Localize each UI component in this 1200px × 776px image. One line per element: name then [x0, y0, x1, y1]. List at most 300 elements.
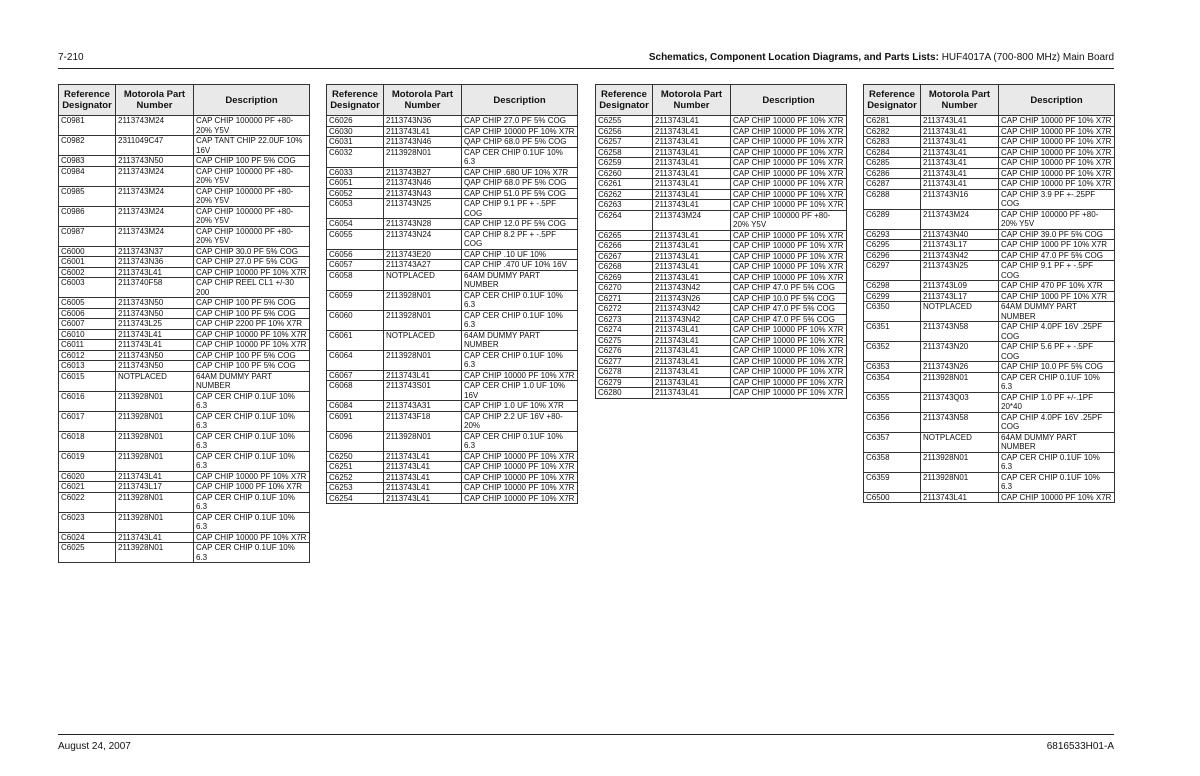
table-row [59, 329, 310, 340]
description-cell: CAP CHIP 470 PF 10% X7R [999, 281, 1115, 292]
table-row [327, 270, 578, 290]
reference-designator-cell: C6025 [59, 543, 116, 563]
table-row [596, 335, 847, 346]
footer-date: August 24, 2007 [58, 741, 131, 752]
part-number-cell: NOTPLACED [921, 432, 999, 452]
reference-designator-cell: C6277 [596, 356, 653, 367]
description-cell: CAP CER CHIP 0.1UF 10% 6.3 [462, 350, 578, 370]
description-cell: CAP CHIP 10000 PF 10% X7R [731, 325, 847, 336]
description-cell: CAP CHIP 100000 PF +80-20% Y5V [194, 186, 310, 206]
reference-designator-cell: C6261 [596, 179, 653, 190]
part-number-header: Motorola Part Number [653, 85, 731, 116]
reference-designator-cell: C6030 [327, 126, 384, 137]
description-cell: CAP CER CHIP 0.1UF 10% 6.3 [462, 310, 578, 330]
description-cell: CAP CHIP 10000 PF 10% X7R [999, 168, 1115, 179]
reference-designator-cell: C6263 [596, 200, 653, 211]
reference-designator-cell: C6033 [327, 167, 384, 178]
table-row [327, 147, 578, 167]
reference-designator-cell: C6282 [864, 126, 921, 137]
part-number-cell: 2113743E20 [384, 249, 462, 260]
description-cell: CAP CHIP 12.0 PF 5% COG [462, 219, 578, 230]
reference-designator-cell: C6022 [59, 492, 116, 512]
part-number-cell: 2113743L41 [653, 230, 731, 241]
table-row [327, 260, 578, 271]
reference-designator-cell: C6295 [864, 240, 921, 251]
part-number-cell: 2113743L41 [653, 179, 731, 190]
part-number-cell: 2113743L41 [921, 158, 999, 169]
part-number-cell: 2113743L41 [653, 262, 731, 273]
table-row [59, 298, 310, 309]
part-number-cell: 2113743N50 [116, 361, 194, 372]
table-row [596, 137, 847, 148]
description-cell: CAP CHIP 10000 PF 10% X7R [731, 168, 847, 179]
page-title-rest: HUF4017A (700-800 MHz) Main Board [938, 52, 1114, 63]
table-row [596, 179, 847, 190]
reference-designator-cell: C6293 [864, 229, 921, 240]
description-cell: CAP CHIP 10000 PF 10% X7R [462, 472, 578, 483]
description-cell: CAP CHIP 100000 PF +80-20% Y5V [731, 210, 847, 230]
part-number-cell: 2113743L41 [921, 492, 999, 503]
reference-designator-cell: C6279 [596, 377, 653, 388]
description-cell: CAP CHIP 10000 PF 10% X7R [731, 377, 847, 388]
part-number-cell: 2113743N58 [921, 322, 999, 342]
table-row [864, 392, 1115, 412]
description-cell: CAP CHIP 10000 PF 10% X7R [731, 388, 847, 399]
description-cell: CAP CHIP .680 UF 10% X7R [462, 167, 578, 178]
description-cell: CAP CHIP 10000 PF 10% X7R [462, 370, 578, 381]
table-row [59, 391, 310, 411]
part-number-cell: 2113743N26 [921, 362, 999, 373]
part-number-cell: 2113743L41 [921, 168, 999, 179]
table-row [59, 186, 310, 206]
part-number-cell: 2113743L41 [921, 116, 999, 127]
reference-designator-cell: C6010 [59, 329, 116, 340]
reference-designator-cell: C6269 [596, 272, 653, 283]
description-cell: CAP CHIP 10000 PF 10% X7R [194, 471, 310, 482]
reference-designator-cell: C6299 [864, 291, 921, 302]
reference-designator-cell: C6054 [327, 219, 384, 230]
reference-designator-cell: C6020 [59, 471, 116, 482]
reference-designator-cell: C6286 [864, 168, 921, 179]
part-number-cell: NOTPLACED [921, 302, 999, 322]
reference-designator-cell: C6275 [596, 335, 653, 346]
reference-designator-cell: C6023 [59, 512, 116, 532]
description-cell: CAP CHIP 10000 PF 10% X7R [731, 189, 847, 200]
part-number-cell: 2113928N01 [921, 472, 999, 492]
reference-designator-cell: C6052 [327, 188, 384, 199]
part-number-cell: 2113743N40 [921, 229, 999, 240]
reference-designator-cell: C6091 [327, 411, 384, 431]
description-cell: CAP CHIP 39.0 PF 5% COG [999, 229, 1115, 240]
description-cell: CAP CHIP 27.0 PF 5% COG [462, 116, 578, 127]
table-row [327, 188, 578, 199]
part-number-cell: 2113743F18 [384, 411, 462, 431]
reference-designator-cell: C6297 [864, 261, 921, 281]
reference-designator-cell: C6500 [864, 492, 921, 503]
reference-designator-cell: C6064 [327, 350, 384, 370]
reference-designator-cell: C6021 [59, 482, 116, 493]
part-number-cell: 2113743N25 [921, 261, 999, 281]
table-row [59, 116, 310, 136]
table-header-row [864, 85, 1115, 116]
part-number-cell: 2113743N37 [116, 246, 194, 257]
reference-designator-cell: C6253 [327, 483, 384, 494]
part-number-cell: 2113928N01 [116, 543, 194, 563]
part-number-cell: 2113743L41 [116, 267, 194, 278]
reference-designator-cell: C0983 [59, 156, 116, 167]
part-number-cell: 2113743N42 [653, 314, 731, 325]
description-cell: CAP CER CHIP 1.0 UF 10% 16V [462, 381, 578, 401]
table-row [596, 262, 847, 273]
table-header-row [596, 85, 847, 116]
description-cell: CAP CHIP 1000 PF 10% X7R [999, 291, 1115, 302]
part-number-cell: 2113743L41 [653, 367, 731, 378]
page-title [649, 52, 1114, 63]
table-row [59, 206, 310, 226]
reference-designator-cell: C0987 [59, 226, 116, 246]
part-number-cell: 2113743N42 [653, 304, 731, 315]
reference-designator-cell: C6280 [596, 388, 653, 399]
table-row [596, 147, 847, 158]
description-cell: CAP CHIP 10000 PF 10% X7R [999, 179, 1115, 190]
reference-designator-cell: C6024 [59, 532, 116, 543]
part-number-cell: 2113743M24 [116, 206, 194, 226]
part-number-cell: 2113743N36 [384, 116, 462, 127]
table-row [327, 370, 578, 381]
description-cell: CAP CER CHIP 0.1UF 10% 6.3 [194, 391, 310, 411]
table-row [59, 257, 310, 268]
table-row [59, 308, 310, 319]
description-cell: CAP CHIP 5.6 PF + -.5PF COG [999, 342, 1115, 362]
description-cell: CAP CHIP 10000 PF 10% X7R [731, 241, 847, 252]
table-row [327, 483, 578, 494]
reference-designator-cell: C6013 [59, 361, 116, 372]
table-row [864, 492, 1115, 503]
part-number-cell: 2113743L17 [921, 291, 999, 302]
table-row [864, 126, 1115, 137]
description-cell: CAP CHIP 9.1 PF + -.5PF COG [462, 199, 578, 219]
description-cell: CAP CHIP .10 UF 10% [462, 249, 578, 260]
description-cell: CAP CER CHIP 0.1UF 10% 6.3 [194, 451, 310, 471]
description-cell: CAP CHIP 30.0 PF 5% COG [194, 246, 310, 257]
reference-designator-cell: C6276 [596, 346, 653, 357]
part-number-cell: 2113743N58 [921, 412, 999, 432]
reference-designator-cell: C6057 [327, 260, 384, 271]
table-row [327, 330, 578, 350]
part-number-cell: 2113743L41 [116, 329, 194, 340]
part-number-cell: 2113743L41 [653, 251, 731, 262]
table-row [864, 158, 1115, 169]
table-row [327, 462, 578, 473]
parts-table-3 [595, 84, 847, 399]
part-number-cell: 2113743L41 [653, 147, 731, 158]
part-number-cell: 2113928N01 [384, 350, 462, 370]
table-row [596, 158, 847, 169]
table-row [327, 126, 578, 137]
table-row [864, 302, 1115, 322]
reference-designator-cell: C6255 [596, 116, 653, 127]
reference-designator-cell: C6061 [327, 330, 384, 350]
part-number-cell: 2113743S01 [384, 381, 462, 401]
description-cell: CAP CHIP 100000 PF +80-20% Y5V [194, 116, 310, 136]
table-row [864, 472, 1115, 492]
part-number-cell: NOTPLACED [384, 270, 462, 290]
part-number-cell: NOTPLACED [384, 330, 462, 350]
reference-designator-cell: C6272 [596, 304, 653, 315]
reference-designator-cell: C6058 [327, 270, 384, 290]
description-cell: CAP CHIP 10000 PF 10% X7R [731, 158, 847, 169]
description-cell: CAP CHIP 4.0PF 16V .25PF COG [999, 412, 1115, 432]
part-number-cell: 2113743N20 [921, 342, 999, 362]
reference-designator-cell: C6278 [596, 367, 653, 378]
table-row [327, 178, 578, 189]
table-row [59, 532, 310, 543]
description-cell: 64AM DUMMY PART NUMBER [194, 371, 310, 391]
reference-designator-cell: C6055 [327, 229, 384, 249]
description-cell: CAP CER CHIP 0.1UF 10% 6.3 [999, 372, 1115, 392]
description-cell: CAP CHIP 10000 PF 10% X7R [462, 493, 578, 504]
table-row [327, 350, 578, 370]
description-cell: CAP CHIP 10000 PF 10% X7R [731, 179, 847, 190]
reference-designator-cell: C6259 [596, 158, 653, 169]
reference-designator-cell: C6271 [596, 293, 653, 304]
reference-designator-cell: C6068 [327, 381, 384, 401]
reference-designator-cell: C6002 [59, 267, 116, 278]
reference-designator-header: Reference Designator [59, 85, 116, 116]
part-number-cell: 2113928N01 [116, 512, 194, 532]
part-number-cell: 2113743M24 [116, 226, 194, 246]
table-row [59, 267, 310, 278]
description-cell: CAP CHIP 10000 PF 10% X7R [462, 483, 578, 494]
part-number-cell: 2113743N46 [384, 178, 462, 189]
description-cell: CAP CHIP 10000 PF 10% X7R [731, 230, 847, 241]
table-row [59, 361, 310, 372]
part-number-cell: 2113740F58 [116, 278, 194, 298]
description-cell: CAP CHIP 10.0 PF 5% COG [999, 362, 1115, 373]
part-number-cell: 2113743N50 [116, 298, 194, 309]
table-row [596, 388, 847, 399]
description-cell: CAP TANT CHIP 22.0UF 10% 16V [194, 136, 310, 156]
reference-designator-cell: C6284 [864, 147, 921, 158]
description-cell: CAP CHIP 8.2 PF + -.5PF COG [462, 229, 578, 249]
description-cell: CAP CHIP 10000 PF 10% X7R [194, 267, 310, 278]
part-number-cell: 2113743N28 [384, 219, 462, 230]
reference-designator-cell: C6353 [864, 362, 921, 373]
reference-designator-cell: C6266 [596, 241, 653, 252]
table-row [596, 346, 847, 357]
description-cell: CAP CHIP 10000 PF 10% X7R [999, 492, 1115, 503]
table-row [864, 412, 1115, 432]
table-row [59, 319, 310, 330]
reference-designator-cell: C0986 [59, 206, 116, 226]
description-cell: CAP CHIP 10000 PF 10% X7R [194, 340, 310, 351]
table-row [327, 493, 578, 504]
part-number-cell: 2113743N43 [384, 188, 462, 199]
footer-rule [58, 734, 1114, 735]
part-number-cell: 2113743L41 [653, 388, 731, 399]
table-row [59, 246, 310, 257]
part-number-cell: 2113743L41 [653, 189, 731, 200]
description-cell: CAP CER CHIP 0.1UF 10% 6.3 [462, 147, 578, 167]
table-row [327, 472, 578, 483]
part-number-cell: 2113743L41 [653, 168, 731, 179]
reference-designator-cell: C6252 [327, 472, 384, 483]
reference-designator-cell: C6005 [59, 298, 116, 309]
description-cell: CAP CER CHIP 0.1UF 10% 6.3 [999, 452, 1115, 472]
description-cell: CAP CHIP 10000 PF 10% X7R [731, 137, 847, 148]
reference-designator-cell: C6358 [864, 452, 921, 472]
table-row [596, 200, 847, 211]
part-number-cell: 2113743L41 [653, 200, 731, 211]
description-cell: CAP CHIP 10000 PF 10% X7R [731, 147, 847, 158]
table-row [596, 304, 847, 315]
description-cell: CAP CHIP 4.0PF 16V .25PF COG [999, 322, 1115, 342]
reference-designator-cell: C6001 [59, 257, 116, 268]
reference-designator-cell: C6006 [59, 308, 116, 319]
part-number-cell: 2113743M24 [116, 186, 194, 206]
description-cell: CAP CER CHIP 0.1UF 10% 6.3 [999, 472, 1115, 492]
part-number-cell: 2113743L41 [384, 451, 462, 462]
description-cell: CAP CHIP 10000 PF 10% X7R [731, 335, 847, 346]
description-cell: CAP CHIP 10000 PF 10% X7R [999, 116, 1115, 127]
reference-designator-cell: C6096 [327, 431, 384, 451]
table-row [59, 512, 310, 532]
description-cell: CAP CHIP 10000 PF 10% X7R [462, 462, 578, 473]
reference-designator-cell: C6003 [59, 278, 116, 298]
part-number-cell: 2113743L41 [653, 126, 731, 137]
reference-designator-cell: C6264 [596, 210, 653, 230]
description-cell: CAP CHIP 2200 PF 10% X7R [194, 319, 310, 330]
table-row [327, 411, 578, 431]
description-cell: CAP CHIP 10000 PF 10% X7R [731, 272, 847, 283]
table-row [59, 166, 310, 186]
description-cell: CAP CHIP 100000 PF +80-20% Y5V [194, 206, 310, 226]
reference-designator-cell: C6281 [864, 116, 921, 127]
table-row [59, 543, 310, 563]
part-number-cell: 2113928N01 [921, 452, 999, 472]
reference-designator-cell: C6056 [327, 249, 384, 260]
part-number-cell: 2113743L41 [653, 116, 731, 127]
header-rule [58, 68, 1114, 69]
table-row [864, 322, 1115, 342]
part-number-cell: 2113928N01 [116, 431, 194, 451]
table-row [59, 431, 310, 451]
part-number-cell: 2113743N46 [384, 137, 462, 148]
description-cell: CAP CHIP 10000 PF 10% X7R [731, 126, 847, 137]
table-row [864, 137, 1115, 148]
description-cell: CAP CHIP 10000 PF 10% X7R [194, 532, 310, 543]
part-number-cell: 2113928N01 [921, 372, 999, 392]
part-number-cell: 2113743L41 [653, 158, 731, 169]
table-row [327, 116, 578, 127]
table-row [864, 209, 1115, 229]
part-number-cell: NOTPLACED [116, 371, 194, 391]
reference-designator-cell: C6265 [596, 230, 653, 241]
part-number-cell: 2113743L09 [921, 281, 999, 292]
description-cell: CAP CHIP .470 UF 10% 16V [462, 260, 578, 271]
reference-designator-cell: C0982 [59, 136, 116, 156]
reference-designator-cell: C6283 [864, 137, 921, 148]
description-cell: CAP CHIP 10000 PF 10% X7R [999, 158, 1115, 169]
part-number-cell: 2113743L41 [653, 137, 731, 148]
part-number-header: Motorola Part Number [384, 85, 462, 116]
reference-designator-cell: C6289 [864, 209, 921, 229]
description-cell: CAP CHIP 10000 PF 10% X7R [999, 126, 1115, 137]
table-row [864, 362, 1115, 373]
part-number-cell: 2113743L17 [116, 482, 194, 493]
table-row [59, 340, 310, 351]
part-number-cell: 2113743L25 [116, 319, 194, 330]
table-row [596, 189, 847, 200]
table-row [59, 278, 310, 298]
table-row [596, 377, 847, 388]
table-row [596, 325, 847, 336]
reference-designator-cell: C6051 [327, 178, 384, 189]
part-number-cell: 2113928N01 [384, 431, 462, 451]
table-row [327, 199, 578, 219]
part-number-header: Motorola Part Number [116, 85, 194, 116]
description-cell: CAP CHIP 10000 PF 10% X7R [999, 147, 1115, 158]
part-number-cell: 2113743L41 [653, 325, 731, 336]
reference-designator-cell: C6357 [864, 432, 921, 452]
description-cell: CAP CHIP 100000 PF +80-20% Y5V [999, 209, 1115, 229]
description-cell: CAP CHIP 100 PF 5% COG [194, 308, 310, 319]
reference-designator-cell: C6017 [59, 411, 116, 431]
description-cell: CAP CHIP 10000 PF 10% X7R [462, 451, 578, 462]
table-row [864, 229, 1115, 240]
table-row [59, 482, 310, 493]
part-number-cell: 2113743L41 [653, 272, 731, 283]
footer-doc-number: 6816533H01-A [1046, 741, 1114, 752]
part-number-cell: 2113743L17 [921, 240, 999, 251]
table-row [596, 251, 847, 262]
reference-designator-header: Reference Designator [327, 85, 384, 116]
table-row [327, 290, 578, 310]
table-row [327, 167, 578, 178]
part-number-cell: 2113743N50 [116, 308, 194, 319]
part-number-cell: 2113743N50 [116, 350, 194, 361]
description-cell: CAP CHIP 10000 PF 10% X7R [731, 346, 847, 357]
reference-designator-header: Reference Designator [864, 85, 921, 116]
reference-designator-cell: C6018 [59, 431, 116, 451]
table-row [59, 350, 310, 361]
part-number-cell: 2113928N01 [384, 147, 462, 167]
table-row [59, 451, 310, 471]
part-number-cell: 2113743A27 [384, 260, 462, 271]
description-cell: CAP CHIP 1.0 PF +/-.1PF 20*40 [999, 392, 1115, 412]
part-number-cell: 2113743A31 [384, 401, 462, 412]
part-number-cell: 2113743N24 [384, 229, 462, 249]
reference-designator-cell: C6000 [59, 246, 116, 257]
description-cell: CAP CHIP 2.2 UF 16V +80-20% [462, 411, 578, 431]
table-row [864, 179, 1115, 190]
part-number-cell: 2113743L41 [921, 137, 999, 148]
part-number-cell: 2113743L41 [384, 472, 462, 483]
reference-designator-cell: C6251 [327, 462, 384, 473]
table-row [864, 432, 1115, 452]
description-cell: QAP CHIP 68.0 PF 5% COG [462, 178, 578, 189]
reference-designator-cell: C0985 [59, 186, 116, 206]
description-cell: 64AM DUMMY PART NUMBER [462, 330, 578, 350]
reference-designator-cell: C6359 [864, 472, 921, 492]
reference-designator-cell: C6296 [864, 250, 921, 261]
part-number-cell: 2113743Q03 [921, 392, 999, 412]
reference-designator-cell: C6011 [59, 340, 116, 351]
reference-designator-cell: C6016 [59, 391, 116, 411]
table-row [864, 281, 1115, 292]
part-number-cell: 2113743L41 [921, 126, 999, 137]
description-cell: CAP CER CHIP 0.1UF 10% 6.3 [194, 411, 310, 431]
